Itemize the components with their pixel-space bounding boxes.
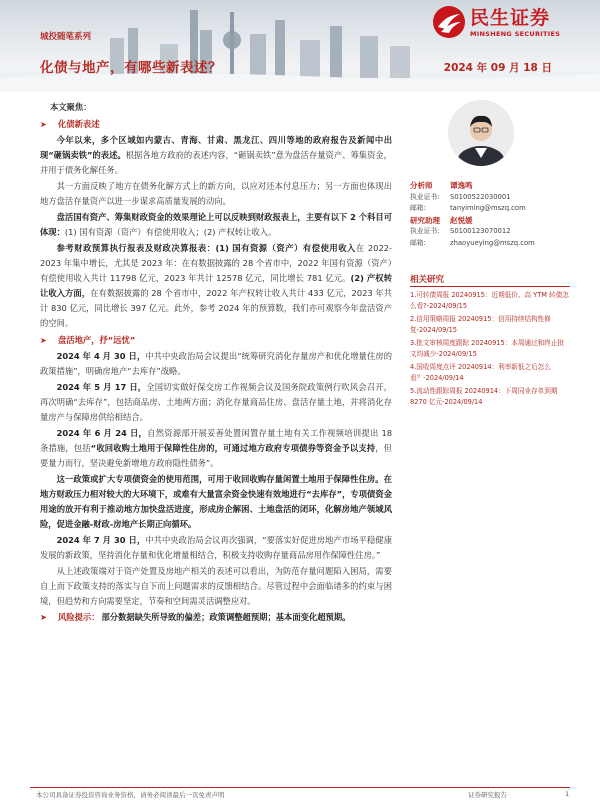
- logo-mark-icon: [432, 5, 466, 39]
- analyst-photo: [448, 100, 514, 166]
- related-research-list: [410, 290, 570, 410]
- paragraph: 参考财政预算执行报表及财政决算报表：(1) 国有资源（资产）有偿使用收入在 2022-2023 年集中增长，尤其是 2023 年：在有数据披露的 28 个省市中，2022 年国有资源（资产）有偿使用收入共计 11798 亿元，2023 年共计 12578 亿元，同比增长 781 亿元。(2) 产权转让收入方面，在有数据披露的 28 个省市中，2022 年产权转让收入共计 433 亿元，2023 年共计 830 亿元，同比增长 397 亿元。此外，参考 2024 年的预算数，我们亦可观察今年盘活资产的空间。: [40, 243, 392, 328]
- report-date: 2024 年 09 月 18 日: [443, 62, 552, 74]
- paragraph: 今年以来，多个区域如内蒙古、青海、甘肃、黑龙江、四川等地的政府报告及新闻中出现“砸锅卖铁”的表述。根据各地方政府的表述内容，“砸锅卖铁”意为盘活存量资产、筹集资金，并用于债务化解任务。: [40, 135, 392, 175]
- related-link[interactable]: 5.流动性跟踪周报 20240914：下周同业存单到期 8270 亿元-2024/09/14: [410, 387, 558, 406]
- report-title: 化债与地产，有哪些新表述？: [40, 60, 222, 76]
- analyst-info: 分析师 谭逸鸣 执业证书: S0100522030001 邮箱: tanyiming@mszq.com 研究助理 赵悦媛 执业证书: S0100123070012 邮箱: zhaoyueying@mszq.com: [410, 180, 570, 249]
- analyst-label: 分析师: [410, 181, 433, 190]
- assistant-email[interactable]: zhaoyueying@mszq.com: [450, 238, 535, 247]
- paragraph: 从上述政策端对于资产处置及房地产相关的表述可以看出，为防范存量问题陷入困局，需要自上而下政策支持的落实与自下而上问题需求的反馈相结合。尽管过程中会面临诸多的约束与困境，但趋势和方向需要坚定，节奏和空间需灵活调整应对。: [40, 566, 392, 606]
- paragraph: 2024 年 6 月 24 日，自然资源部开展妥善处置闲置存量土地有关工作视频培训提出 18 条措施，包括“收回收购土地用于保障性住房的，可通过地方政府专项债券等资金予以支持，但要量力而行，坚决避免新增地方政府隐性债务”。: [40, 428, 392, 468]
- arrow-icon: ➤: [40, 336, 47, 345]
- logo-text-en: MINSHENG SECURITIES: [470, 30, 561, 38]
- section-heading-debt: ➤ 化债新表述: [40, 117, 392, 132]
- footer-disclaimer: 本公司具备证券投资咨询业务资格，请务必阅读最后一页免责声明: [36, 791, 225, 799]
- arrow-icon: ➤: [40, 120, 47, 129]
- related-link[interactable]: 3.批文审核周度跟踪 20240915：本周通过和终止批文均减少-2024/09/15: [410, 339, 565, 358]
- paragraph: 2024 年 4 月 30 日，中共中央政治局会议提出“统筹研究消化存量房产和优化增量住房的政策措施”，明确房地产“去库存”战略。: [40, 351, 392, 376]
- logo-text-cn: 民生证券: [470, 7, 551, 29]
- page-number: 1: [565, 790, 570, 798]
- header-banner: [0, 0, 600, 92]
- main-content: [40, 100, 392, 626]
- paragraph: 其一方面反映了地方在债务化解方式上的新方向，以应对还本付息压力；另一方面也体现出地方盘活存量资产以进一步谋求高质量发展的动向。: [40, 181, 392, 206]
- license-number: S0100123070012: [450, 227, 511, 235]
- assistant-label: 研究助理: [410, 215, 440, 225]
- related-research-title: 相关研究: [410, 273, 570, 287]
- arrow-icon: ➤: [40, 612, 47, 622]
- section-heading-realestate: ➤ 盘活地产，抒“远忧”: [40, 333, 392, 348]
- assistant-name: 赵悦媛: [450, 215, 473, 225]
- footer-report-type: 证券研究报告: [468, 791, 507, 799]
- report-series: 城投随笔系列: [40, 32, 92, 42]
- paragraph: 2024 年 7 月 30 日，中共中央政治局会议再次强调，“要落实好促进房地产市场平稳健康发展的新政策，坚持消化存量和优化增量相结合，积极支持收购存量商品房用作保障性住房。”: [40, 535, 392, 560]
- focus-heading: 本文聚焦：: [49, 102, 92, 112]
- minsheng-logo: [432, 2, 592, 42]
- paragraph: 这一政策或扩大专项债资金的使用范围，可用于收回收购存量闲置土地用于保障性住房。在地方财政压力相对较大的大环境下，或难有大量富余资金快速有效地进行“去库存”，专项债资金用途的放开有利于推动地方加快盘活进度，形成房企解困、土地盘活的闭环，化解房地产领域风险，促进金融-财政-房地产长期正向循环。: [40, 474, 392, 529]
- footer-divider: [30, 787, 570, 788]
- paragraph: 盘活国有资产、筹集财政资金的效果理论上可以反映到财政报表上，主要有以下 2 个科目可体现：(1) 国有资源（资产）有偿使用收入；(2) 产权转让收入。: [40, 212, 392, 237]
- related-link[interactable]: 4.国收周度点评 20240914：利率新低之后怎么看？-2024/09/14: [410, 363, 551, 382]
- risk-warning: ➤ 风险提示： 部分数据缺失所导致的偏差；政策调整超预期；基本面变化超预期。: [40, 610, 392, 625]
- analyst-email[interactable]: tanyiming@mszq.com: [450, 204, 526, 212]
- related-link[interactable]: 1.可转债周报 20240915：近期低价、高 YTM 转债怎么看?-2024/09/15: [410, 291, 569, 310]
- paragraph: 2024 年 5 月 17 日，全国切实做好保交房工作视频会议及国务院政策例行吹风会召开，再次明确“去库存”，包括商品房、土地两方面；消化存量商品住房、盘活存量土地，并将消化存量房产与保障房供给相结合。: [40, 382, 392, 422]
- related-link[interactable]: 2.信用策略周报 20240915：信用持续结构性修复-2024/09/15: [410, 315, 551, 334]
- analyst-name: 谭逸鸣: [450, 181, 473, 190]
- license-number: S0100522030001: [450, 192, 511, 201]
